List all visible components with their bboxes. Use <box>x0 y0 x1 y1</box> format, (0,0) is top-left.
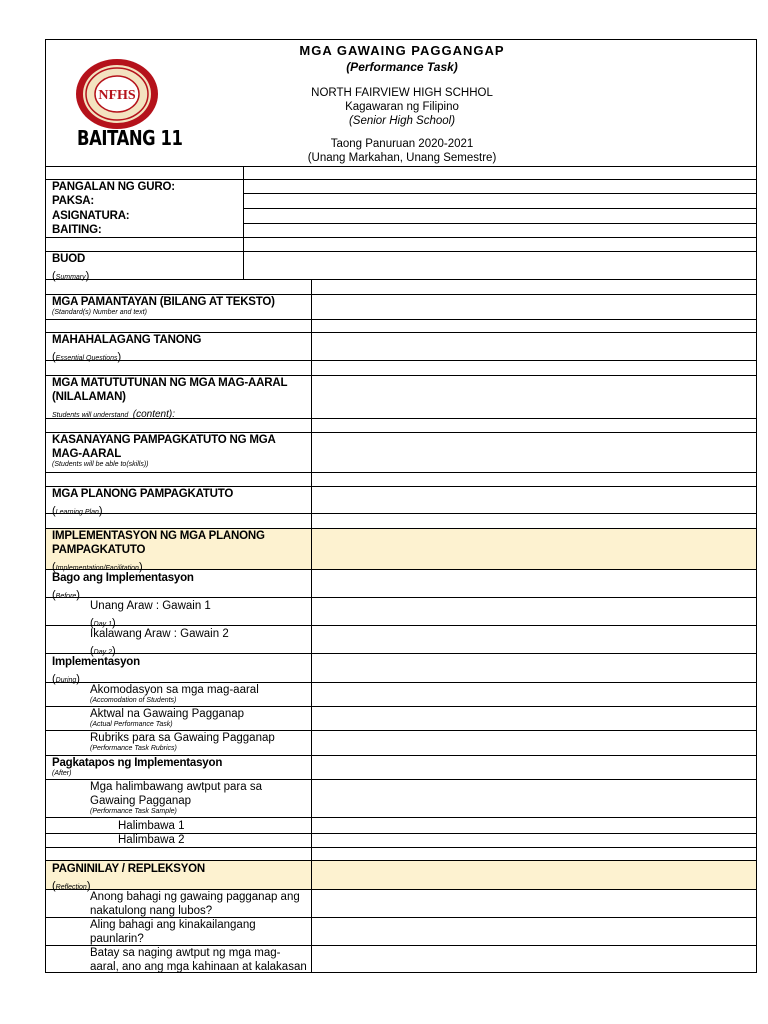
summary-english: (Summary) <box>52 270 90 282</box>
question2-line1: Aling bahagi ang kinakailangang <box>90 919 256 931</box>
form-subtitle: (Performance Task) <box>346 60 458 74</box>
question2-line2: paunlarin? <box>90 933 144 945</box>
rubrics-english: (Performance Task Rubrics) <box>90 745 177 752</box>
topic-label: PAKSA: <box>52 195 95 207</box>
reflection-label: PAGNINILAY / REPLEKSYON <box>52 863 206 875</box>
skills-label-line2: MAG-AARAL <box>52 448 122 460</box>
question1-line2: nakatulong nang lubos? <box>90 905 213 917</box>
subject-label: ASIGNATURA: <box>52 210 130 222</box>
after-english: (After) <box>52 770 72 777</box>
after-label: Pagkatapos ng Implementasyon <box>52 757 223 769</box>
day2-english: (Day 2) <box>90 645 116 657</box>
actual-task-english: (Actual Performance Task) <box>90 721 173 728</box>
learning-plans-label: MGA PLANONG PAMPAGKATUTO <box>52 488 234 500</box>
rubrics-label: Rubriks para sa Gawaing Pagganap <box>90 732 275 744</box>
accommodation-label: Akomodasyon sa mga mag-aaral <box>90 684 259 696</box>
grade-label: BAITANG 11 <box>77 126 183 150</box>
day2-label: Ikalawang Araw : Gawain 2 <box>90 628 229 640</box>
teacher-label: PANGALAN NG GURO: <box>52 181 175 193</box>
standards-label: MGA PAMANTAYAN (BILANG AT TEKSTO) <box>52 296 275 308</box>
question3-line1: Batay sa naging awtput ng mga mag- <box>90 947 281 959</box>
learning-plans-english: (Learning Plan) <box>52 505 103 517</box>
during-label: Implementasyon <box>52 656 140 668</box>
day1-english: (Day 1) <box>90 617 116 629</box>
implementation-english: (Implementation/Facilitation) <box>52 561 143 573</box>
school-name: NORTH FAIRVIEW HIGH SCHHOL <box>311 87 493 99</box>
example1-label: Halimbawa 1 <box>118 820 185 832</box>
performance-task-form <box>45 39 757 973</box>
term: (Unang Markahan, Unang Semestre) <box>307 152 497 164</box>
standards-english: (Standard(s) Number and text) <box>52 309 147 316</box>
skills-english: (Students will be able to(skills)) <box>52 461 149 468</box>
essential-questions-label: MAHAHALAGANG TANONG <box>52 334 202 346</box>
implementation-label-line1: IMPLEMENTASYON NG MGA PLANONG <box>52 530 265 542</box>
question1-line1: Anong bahagi ng gawaing pagganap ang <box>90 891 300 903</box>
department: Kagawaran ng Filipino <box>345 101 459 113</box>
day1-label: Unang Araw : Gawain 1 <box>90 600 211 612</box>
essential-questions-english: (Essential Questions) <box>52 351 122 363</box>
example2-label: Halimbawa 2 <box>118 834 185 846</box>
accommodation-english: (Accomodation of Students) <box>90 697 177 704</box>
actual-task-label: Aktwal na Gawaing Pagganap <box>90 708 245 720</box>
understand-english: Students will understand (content): <box>52 409 175 420</box>
reflection-english: (Reflection) <box>52 880 91 892</box>
question3-line2: aaral, ano ang mga kahinaan at kalakasan <box>90 961 307 973</box>
school-year: Taong Panuruan 2020-2021 <box>330 138 474 150</box>
sample-output-label-line1: Mga halimbawang awtput para sa <box>90 781 262 793</box>
svg-text:NFHS: NFHS <box>98 88 136 103</box>
school-level: (Senior High School) <box>348 115 456 127</box>
before-label: Bago ang Implementasyon <box>52 572 194 584</box>
sample-output-english: (Performance Task Sample) <box>90 808 177 815</box>
before-english: (Before) <box>52 589 80 601</box>
sample-output-label-line2: Gawaing Pagganap <box>90 795 192 807</box>
summary-label: BUOD <box>52 253 86 265</box>
understand-label-line2: (NILALAMAN) <box>52 391 126 403</box>
form-title: MGA GAWAING PAGGANGAP <box>299 43 505 58</box>
grade-field-label: BAITING: <box>52 224 102 236</box>
implementation-label-line2: PAMPAGKATUTO <box>52 544 146 556</box>
skills-label-line1: KASANAYANG PAMPAGKATUTO NG MGA <box>52 434 276 446</box>
during-english: (During) <box>52 673 80 685</box>
understand-label-line1: MGA MATUTUTUNAN NG MGA MAG-AARAL <box>52 377 288 389</box>
